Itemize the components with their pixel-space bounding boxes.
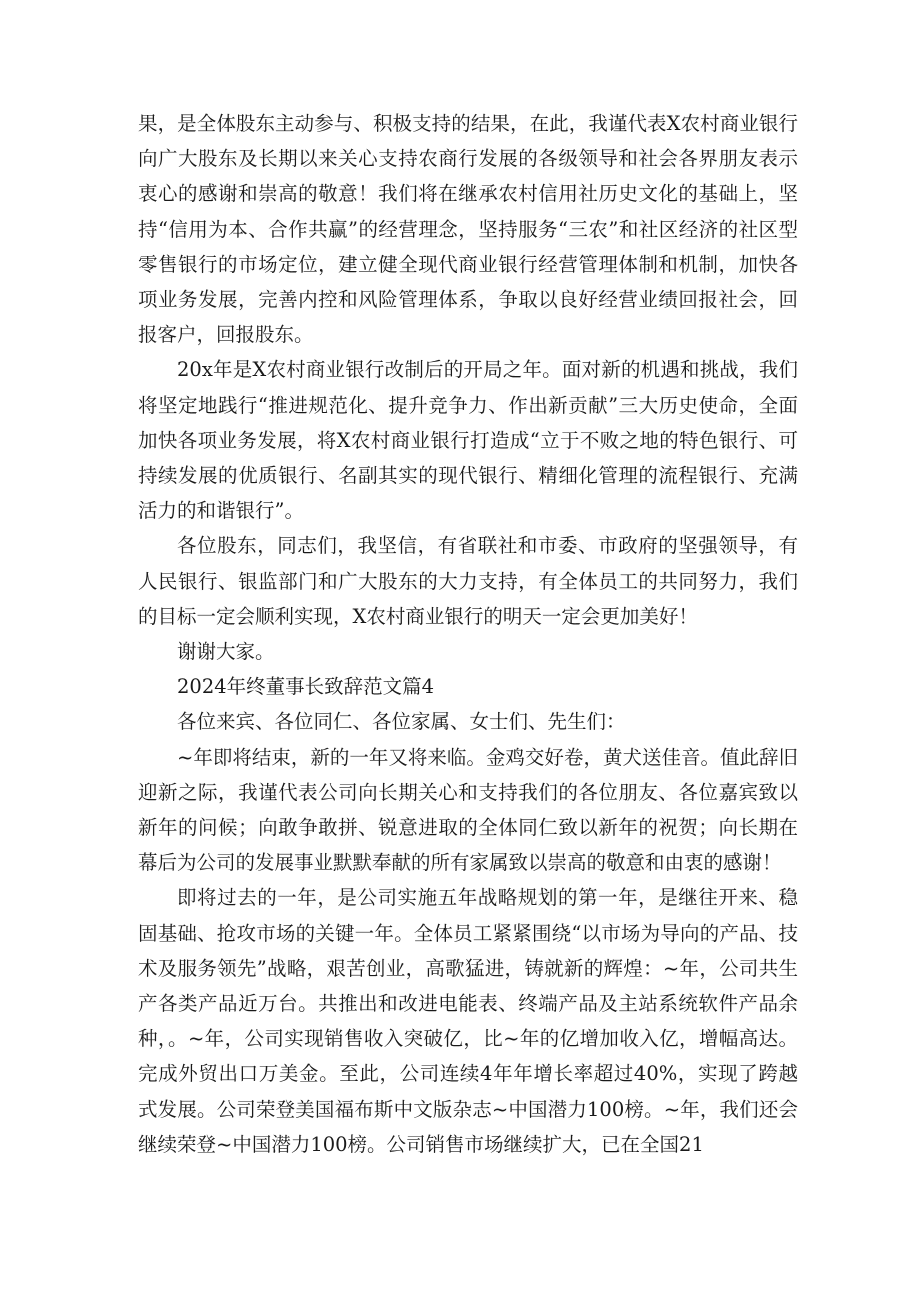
section-heading: 2024年终董事长致辞范文篇4 xyxy=(177,675,435,699)
paragraph: 各位股东，同志们，我坚信，有省联社和市委、市政府的坚强领导，有人民银行、银监部门和广大股东的大力支持，有全体员工的共同努力，我们的目标一定会顺利实现，X农村商业银行的明天一定会更加美好！ xyxy=(138,534,798,628)
paragraph: 即将过去的一年，是公司实施五年战略规划的第一年，是继往开来、稳固基础、抢攻市场的关键一年。全体员工紧紧围绕“以市场为导向的产品、技术及服务领先”战略，艰苦创业，高歌猛进，铸就新的辉煌：~年，公司共生产各类产品近万台。共推出和改进电能表、终端产品及主站系统软件产品余种，。~年，公司实现销售收入突破亿，比~年的亿增加收入亿，增幅高达。完成外贸出口万美金。至此，公司连续4年年增长率超过40%，实现了跨越式发展。公司荣登美国福布斯中文版杂志~中国潜力100榜。~年，我们还会继续荣登~中国潜力100榜。公司销售市场继续扩大，已在全国21 xyxy=(138,886,798,1156)
paragraph-continuation: 果，是全体股东主动参与、积极支持的结果，在此，我谨代表X农村商业银行向广大股东及长期以来关心支持农商行发展的各级领导和社会各界朋友表示衷心的感谢和崇高的敬意！我们将在继承农村信用社历史文化的基础上，坚持“信用为本、合作共赢”的经营理念，坚持服务“三农”和社区经济的社区型零售银行的市场定位，建立健全现代商业银行经营管理体制和机制，加快各项业务发展，完善内控和风险管理体系，争取以良好经营业绩回报社会，回报客户，回报股东。 xyxy=(138,112,798,347)
paragraph: 20x年是X农村商业银行改制后的开局之年。面对新的机遇和挑战，我们将坚定地践行“推进规范化、提升竞争力、作出新贡献”三大历史使命，全面加快各项业务发展，将X农村商业银行打造成“立于不败之地的特色银行、可持续发展的优质银行、名副其实的现代银行、精细化管理的流程银行、充满活力的和谐银行”。 xyxy=(138,358,798,523)
paragraph-thanks: 谢谢大家。 xyxy=(177,640,275,664)
paragraph: ~年即将结束，新的一年又将来临。金鸡交好卷，黄犬送佳音。值此辞旧迎新之际，我谨代表公司向长期关心和支持我们的各位朋友、各位嘉宾致以新年的问候；向敢争敢拼、锐意进取的全体同仁致以新年的祝贺；向长期在幕后为公司的发展事业默默奉献的所有家属致以崇高的敬意和由衷的感谢！ xyxy=(138,745,798,875)
salutation: 各位来宾、各位同仁、各位家属、女士们、先生们： xyxy=(177,710,626,734)
document-body xyxy=(138,106,798,1162)
